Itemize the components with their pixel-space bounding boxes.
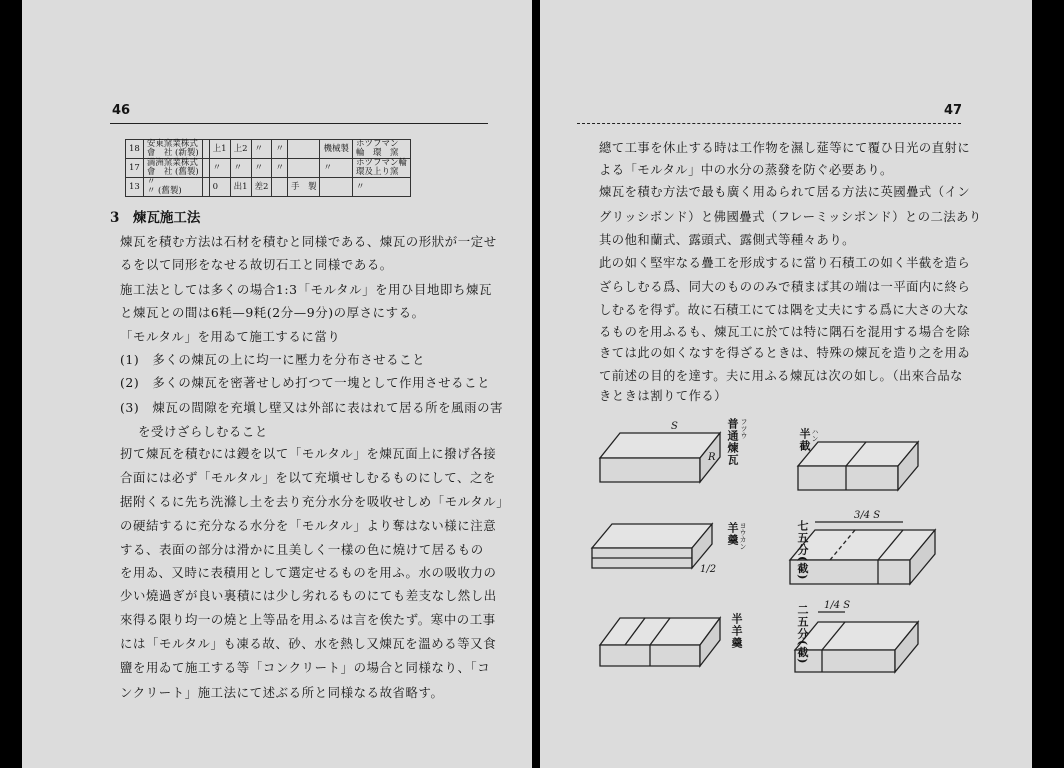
header-rule <box>110 123 488 124</box>
text-line: 來得る限り均一の燒と上等品を用ふるは言を俟たず。寒中の工事 <box>120 612 496 627</box>
table-cell <box>202 178 209 197</box>
text-line: 施工法としては多くの場合1:3「モルタル」を用ひ目地即ち煉瓦 <box>120 282 492 297</box>
dim-r-label: R <box>708 452 716 463</box>
text-line: する、表面の部分は滑かに且美しく一樣の色に燒けて居るもの <box>120 542 484 557</box>
text-line: 扨て煉瓦を積むには鏝を以て「モルタル」を煉瓦面上に撥げ各接 <box>120 446 497 461</box>
one-quarter-label: 二五分(截) <box>796 604 809 665</box>
table-cell <box>320 178 353 197</box>
dim-s-label: S <box>671 421 678 432</box>
text-line: よる「モルタル」中の水分の蒸發を防ぐ必要あり。 <box>599 163 893 177</box>
table-row <box>126 159 411 178</box>
table-cell: 出1 <box>230 178 251 197</box>
section-heading: 3 煉瓦施工法 <box>110 210 201 226</box>
table-cell <box>287 140 320 159</box>
table-cell: 〃 <box>272 140 288 159</box>
quarter-brick-figure <box>600 618 720 666</box>
one-quarter-brick-figure <box>795 612 918 672</box>
text-line: (2) 多くの煉瓦を密著せしめ打つて一塊として作用させること <box>120 375 491 390</box>
dim-half-label: 1/2 <box>700 564 717 575</box>
text-line: (1) 多くの煉瓦の上に均一に壓力を分布させること <box>120 352 426 367</box>
table-cell <box>287 159 320 178</box>
text-line: 此の如く堅牢なる疊工を形成するに當り石積工の如く半截を造ら <box>599 256 971 270</box>
table-cell: 安東窯業株式 會 社 (新製) <box>143 140 202 159</box>
half-ruby: ハン <box>811 428 819 442</box>
text-line: の硬結するに充分なる水分を「モルタル」より奪はない様に注意 <box>120 518 497 533</box>
right-page <box>540 0 1032 768</box>
text-line: るを以て同形をなせる故切石工と同様である。 <box>120 257 393 272</box>
page-number: 47 <box>944 103 963 118</box>
text-line: 煉瓦を積む方法で最も廣く用ゐられて居る方法に英國疊式（イン <box>599 185 971 199</box>
text-line: 「モルタル」を用ゐて施工するに當り <box>120 329 341 344</box>
table-cell: 〃 <box>320 159 353 178</box>
three-quarter-brick-figure <box>790 522 935 584</box>
text-line: 据附くるに先ち洗滌し土を去り充分水分を吸收せしめ「モルタル」 <box>120 494 510 509</box>
text-line: と煉瓦との間は6粍—9粍(2分—9分)の厚さにする。 <box>120 305 425 320</box>
table-cell: 手 製 <box>287 178 320 197</box>
table-cell: 〃 <box>251 159 272 178</box>
text-line: きときは割りて作る） <box>599 389 727 403</box>
three-quarter-label: 七五分(截) <box>796 520 809 581</box>
table-cell: ホツフマン 輪 環 窯 <box>352 140 410 159</box>
table-cell: 〃 <box>209 159 230 178</box>
header-rule <box>577 123 961 124</box>
table-cell: 〃 <box>352 178 410 197</box>
table-cell: 満洲窯業株式 會 社 (舊製) <box>143 159 202 178</box>
text-line: ざらしむる爲、同大のもののみで積まば其の端は一平面内に終ら <box>599 280 971 294</box>
kiln-table <box>125 139 411 197</box>
standard-brick-label: 普通煉瓦 <box>726 418 739 466</box>
table-cell: 差2 <box>251 178 272 197</box>
table-cell: 〃 <box>230 159 251 178</box>
half-brick-figure <box>798 442 918 490</box>
standard-brick-figure <box>600 433 720 482</box>
table-cell: 0 <box>209 178 230 197</box>
text-line: 少い燒過ぎが良い裏積には少し劣れるものにても差支なし然し出 <box>120 588 497 603</box>
text-line: きては此の如くなすを得ざるときは、特殊の煉瓦を造り之を用ゐ <box>599 346 971 360</box>
table-cell: 機械製 <box>320 140 353 159</box>
half-brick-label: 半截 <box>798 428 811 452</box>
brick-diagrams <box>540 400 1032 690</box>
split-brick-figure <box>592 524 712 568</box>
text-line: ンクリート」施工法にて述ぶる所と同様なる故省略す。 <box>120 685 444 700</box>
table-row <box>126 140 411 159</box>
text-line: グリッシボンド）と佛國疊式（フレーミッシボンド）との二法あり <box>599 210 982 224</box>
dim-34s-label: 3/4 S <box>854 510 881 521</box>
table-cell: 上2 <box>230 140 251 159</box>
table-cell: 〃 〃 (舊製) <box>143 178 202 197</box>
table-row <box>126 178 411 197</box>
text-line: を用ゐ、又時に表積用として選定せるものを用ふ。水の吸收力の <box>120 565 497 580</box>
text-line: 合面には必ず「モルタル」を以て充塡せしむるものにして、之を <box>120 470 496 485</box>
text-line: を受けざらしむること <box>138 424 268 439</box>
table-cell: 〃 <box>251 140 272 159</box>
table-cell <box>272 178 288 197</box>
text-line: 鹽を用ゐて施工する等「コンクリート」の場合と同様なり、「コ <box>120 660 491 675</box>
text-line: 總て工事を休止する時は工作物を濕し莚等にて覆ひ日光の直射に <box>599 141 971 155</box>
text-line: には「モルタル」も凍る故、砂、水を熱し又煉瓦を溫める等又食 <box>120 636 497 651</box>
text-line: 其の他和蘭式、露頭式、露側式等種々あり。 <box>599 233 855 247</box>
left-page <box>22 0 532 768</box>
page-number: 46 <box>112 103 131 118</box>
table-cell: 13 <box>126 178 144 197</box>
table-cell: 上1 <box>209 140 230 159</box>
table-cell: 17 <box>126 159 144 178</box>
text-line: しむるを得ず。故に石積工にては隅を丈夫にする爲に大さの大な <box>599 303 970 317</box>
standard-ruby: フツウ <box>740 418 748 439</box>
table-cell <box>202 140 209 159</box>
table-cell: ホツフマン輪 環及上り窯 <box>352 159 410 178</box>
half-half-label: 半羊羹 <box>730 613 743 649</box>
text-line: (3) 煉瓦の間隙を充塡し壁又は外部に表はれて居る所を風雨の害 <box>120 400 504 415</box>
text-line: て前述の目的を達す。夫に用ふる煉瓦は次の如し。（出來合品な <box>599 369 963 383</box>
table-cell: 〃 <box>272 159 288 178</box>
text-line: 煉瓦を積む方法は石材を積むと同様である、煉瓦の形狀が一定せ <box>120 234 497 249</box>
dim-14s-label: 1/4 S <box>824 600 851 611</box>
split-brick-label: 羊羹 <box>726 522 739 546</box>
text-line: るものを用ふるも、煉瓦工に於ては特に隅石を混用する場合を除 <box>599 325 971 339</box>
split-ruby: ヨウカン <box>739 522 747 550</box>
table-cell: 18 <box>126 140 144 159</box>
table-cell <box>202 159 209 178</box>
